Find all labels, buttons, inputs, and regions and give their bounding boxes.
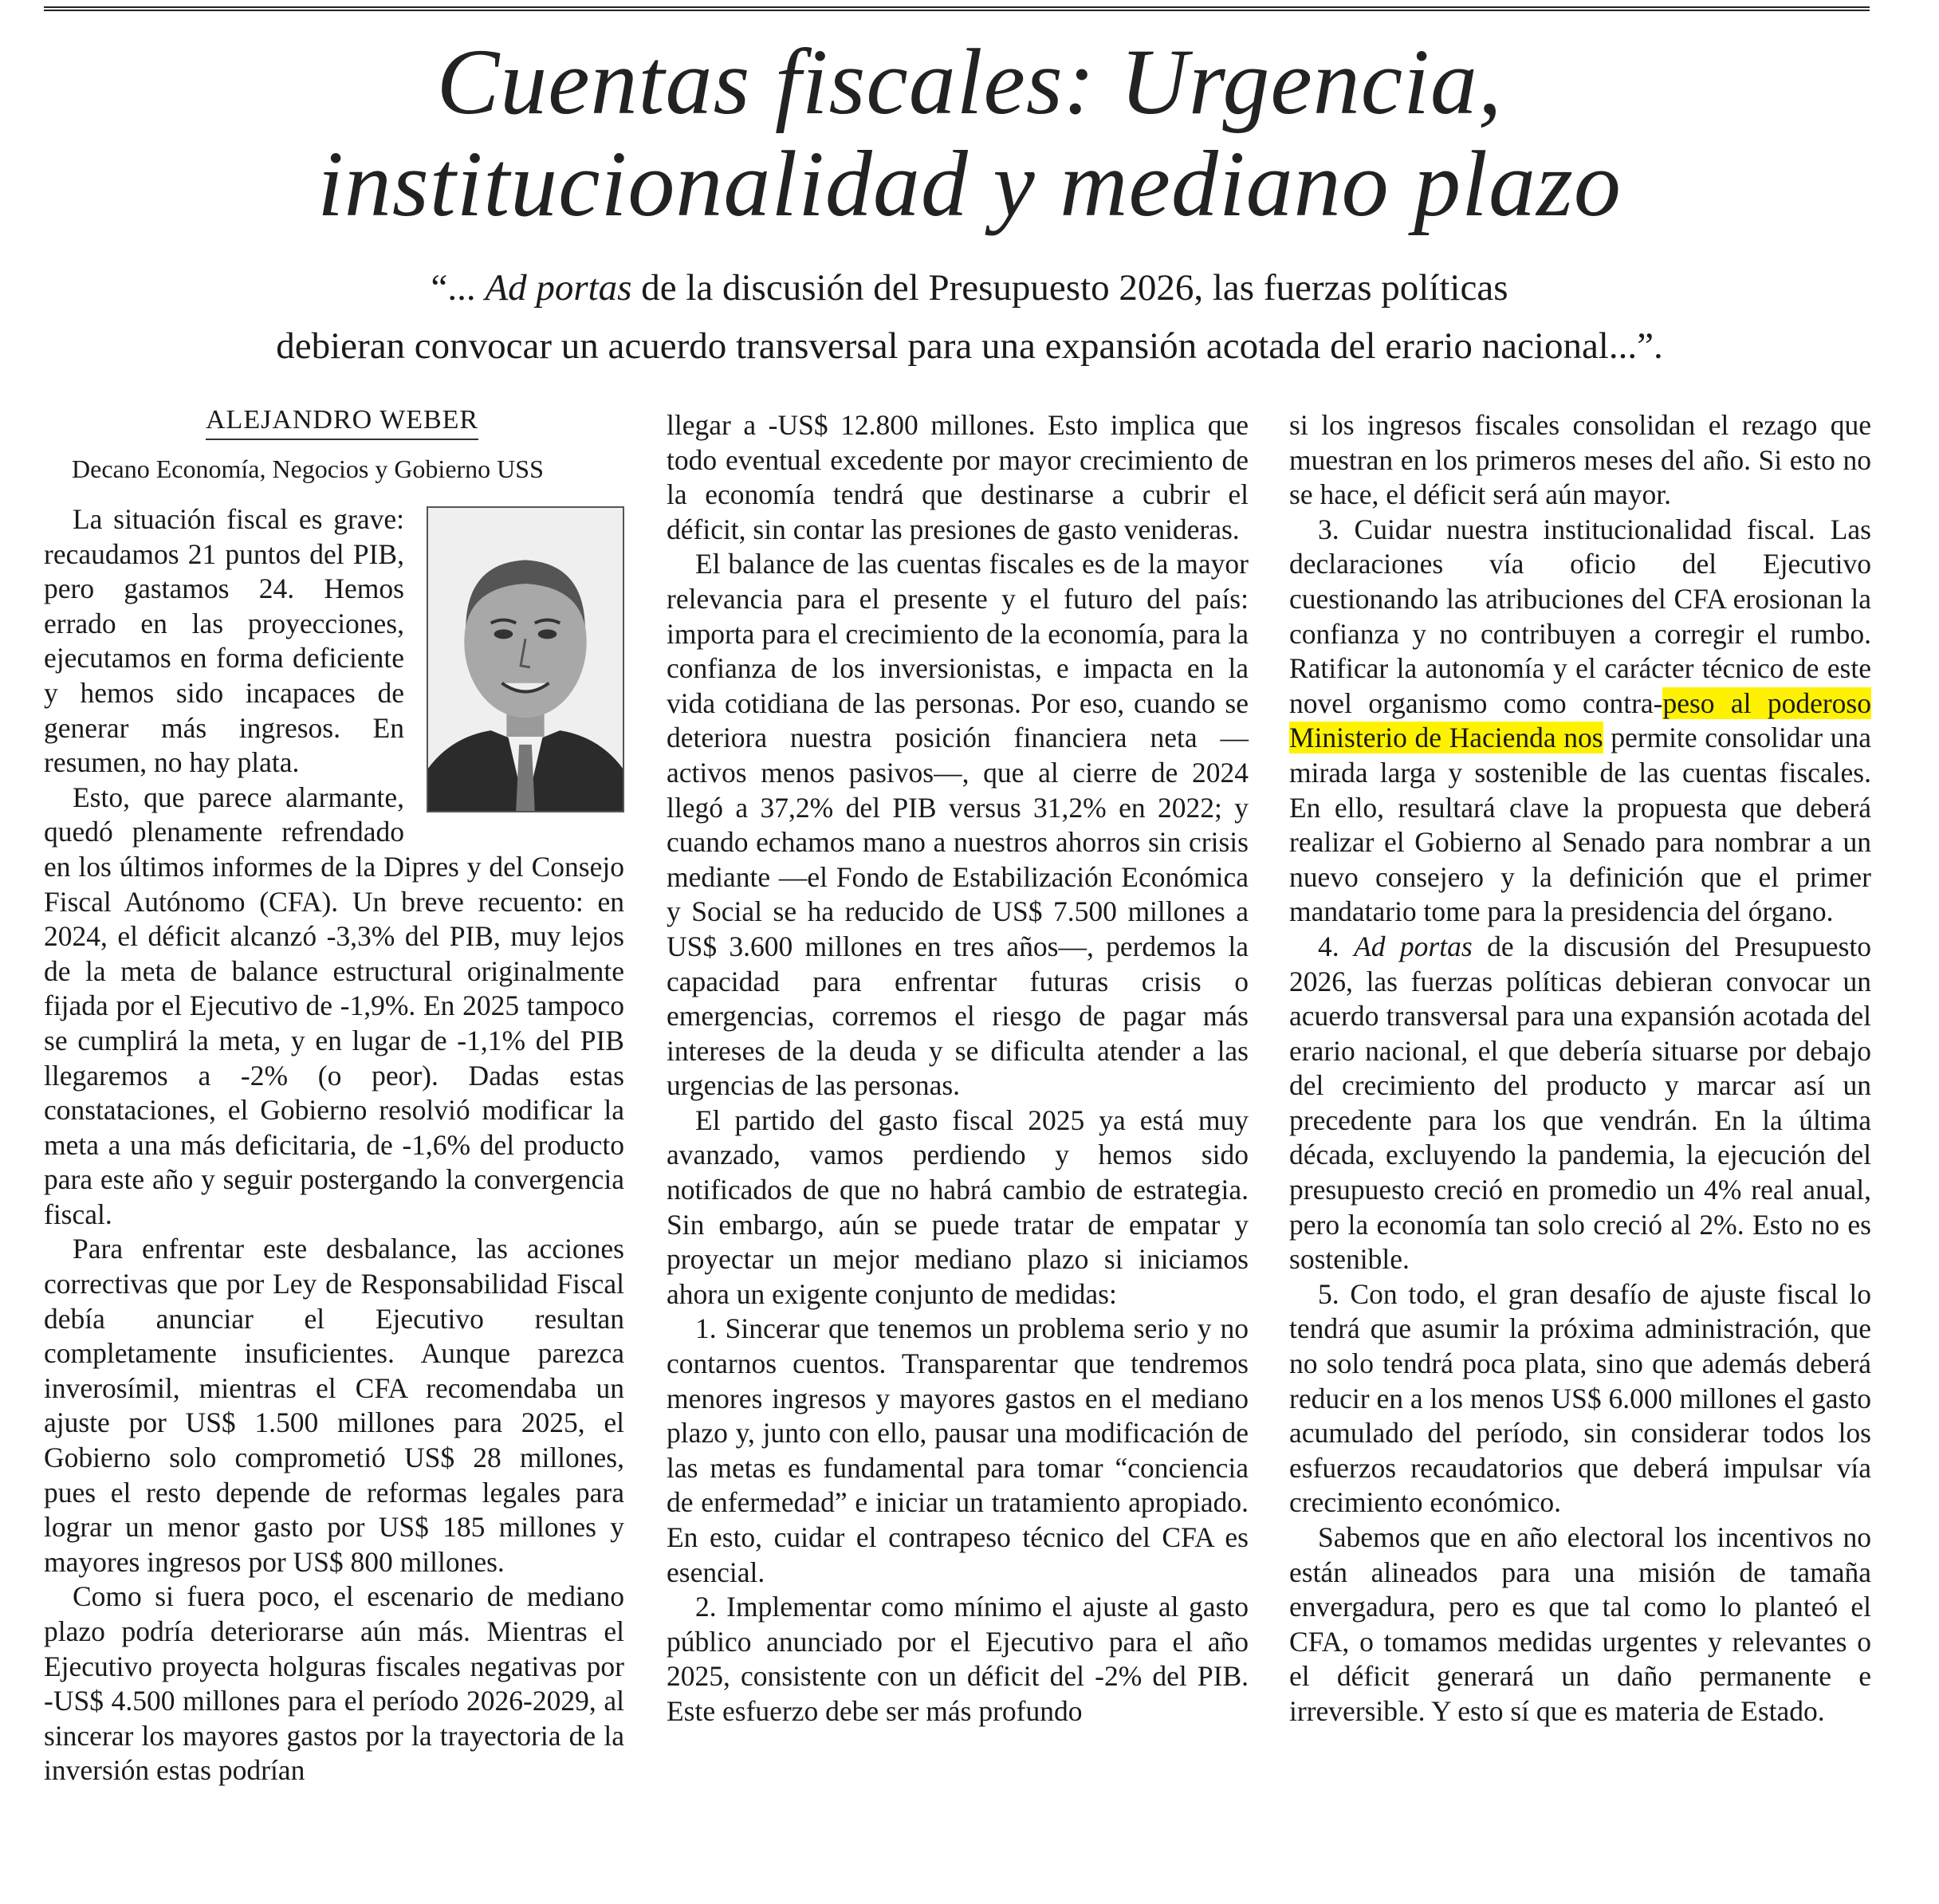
- paragraph: 1. Sincerar que tenemos un problema serio y no contarnos cuentos. Transparentar que tendremos menores ingresos y mayores gastos en el mediano plazo y, junto con ello, pausar una modificación de las metas es fundamental para tomar “conciencia de enfermedad” e iniciar un tratamiento apropiado. En esto, cuidar el contrapeso técnico del CFA es esencial.: [667, 1312, 1249, 1588]
- pull-quote-line-2: debieran convocar un acuerdo transversal para una expansión acotada del erario nacional...”.: [276, 325, 1663, 367]
- highlighted-text: peso al poderoso Ministerio de Hacienda nos: [1289, 686, 1871, 754]
- paragraph-text: de la discusión del Presupuesto 2026, las fuerzas políticas debieran convocar un acuerdo transversal para una expansión acotada del erario nacional, el que debería situarse por debajo del crecimiento del producto y marcar así un precedente para los que vendrán. En la última década, excluyendo la pandemia, la ejecución del presupuesto creció en promedio un 4% real anual, pero la economía tan solo creció al 2%. Esto no es sostenible.: [1289, 930, 1871, 1276]
- top-rule: [44, 6, 1870, 11]
- article-column-3: [1289, 408, 1871, 1729]
- paragraph: El balance de las cuentas fiscales es de la mayor relevancia para el presente y el futuro del país: importa para el crecimiento de la economía, para la confianza de los inversionistas, e impacta en la vida cotidiana de las personas. Por eso, cuando se deteriora nuestra posición financiera neta —activos menos pasivos—, que al cierre de 2024 llegó a 37,2% del PIB versus 31,2% en 2022; y cuando echamos mano a nuestros ahorros sin crisis mediante —el Fondo de Estabilización Económica y Social se ha reducido de US$ 7.500 millones a US$ 3.600 millones en tres años—, perdemos la capacidad para enfrentar futuras crisis o emergencias, corremos el riesgo de pagar más intereses de la deuda y se dificulta atender a las urgencias de las personas.: [667, 548, 1249, 1102]
- paragraph: 5. Con todo, el gran desafío de ajuste fiscal lo tendrá que asumir la próxima administración, que no solo tendrá poca plata, sino que además deberá reducir en a los menos US$ 6.000 millones el gasto acumulado del período, sin considerar todos los esfuerzos recaudatorios que deberá impulsar vía crecimiento económico.: [1289, 1277, 1871, 1519]
- paragraph: La situación fiscal es grave: recaudamos 21 puntos del PIB, pero gastamos 24. Hemos errado en las proyecciones, ejecutamos en forma deficiente y hemos sido incapaces de generar más ingresos. En resumen, no hay plata.: [44, 503, 404, 779]
- headline-line-2: institucionalidad y mediano plazo: [317, 132, 1622, 236]
- paragraph: Como si fuera poco, el escenario de mediano plazo podría deteriorarse aún más. Mientras el Ejecutivo proyecta holguras fiscales negativas por -US$ 4.500 millones para el período 2026-2029, al sincerar los mayores gastos por la trayectoria de la inversión estas podrían: [44, 1580, 624, 1787]
- quote-italic: Ad portas: [485, 267, 632, 309]
- quote-open: “...: [431, 267, 486, 309]
- paragraph: 2. Implementar como mínimo el ajuste al gasto público anunciado por el Ejecutivo para el año 2025, consistente con un déficit del -2% del PIB. Este esfuerzo debe ser más profundo: [667, 1591, 1249, 1727]
- italic-text: Ad portas: [1354, 930, 1473, 962]
- author-role: Decano Economía, Negocios y Gobierno USS: [72, 454, 544, 483]
- paragraph: llegar a -US$ 12.800 millones. Esto implica que todo eventual excedente por mayor crecimiento de la economía tendrá que destinarse a cubrir el déficit, sin contar las presiones de gasto venideras.: [667, 409, 1249, 545]
- author-photo: [427, 506, 624, 812]
- author-portrait-image: [428, 508, 623, 811]
- paragraph: si los ingresos fiscales consolidan el rezago que muestran en los primeros meses del año. Si esto no se hace, el déficit será aún mayor.: [1289, 409, 1871, 511]
- headline-line-1: Cuentas fiscales: Urgencia,: [436, 30, 1503, 134]
- paragraph-text: 3. Cuidar nuestra institucionalidad fiscal. Las declaraciones vía oficio del Ejecutivo cuestionando las atribuciones del CFA erosionan la confianza y no contribuyen a corregir el rumbo. Ratificar la autonomía y el carácter técnico de este novel organismo como contra-: [1289, 513, 1871, 719]
- paragraph: Esto, que parece alarmante, quedó plenamente refrendado en los últimos informes de la Dipres y del Consejo Fiscal Autónomo (CFA). Un breve recuento: en 2024, el déficit alcanzó -3,3% del PIB, muy lejos de la meta de balance estructural originalmente fijada por el Ejecutivo de -1,9%. En 2025 tampoco se cumplirá la meta, y en lugar de -1,1% del PIB llegaremos a -2% (o peor). Dadas estas constataciones, el Gobierno resolvió modificar la meta a una más deficitaria, de -1,6% del producto para este año y seguir postergando la convergencia fiscal.: [44, 781, 624, 1230]
- quote-text: de la discusión del Presupuesto 2026, las fuerzas políticas: [631, 267, 1508, 309]
- paragraph: Para enfrentar este desbalance, las acciones correctivas que por Ley de Responsabilidad Fiscal debía anunciar el Ejecutivo resultan completamente insuficientes. Aunque parezca inverosímil, mientras el CFA recomendaba un ajuste por US$ 1.500 millones para 2025, el Gobierno solo comprometió US$ 28 millones, pues el resto depende de reformas legales para lograr un menor gasto por US$ 185 millones y mayores ingresos por US$ 800 millones.: [44, 1233, 624, 1578]
- article-column-1: [44, 502, 624, 1788]
- pull-quote-line-1: [0, 259, 1939, 317]
- paragraph: El partido del gasto fiscal 2025 ya está muy avanzado, vamos perdiendo y hemos sido notificados de que no habrá cambio de estrategia. Sin embargo, aún se puede tratar de empatar y proyectar un mejor mediano plazo si iniciamos ahora un exigente conjunto de medidas:: [667, 1103, 1249, 1310]
- paragraph-text: permite consolidar una mirada larga y sostenible de las cuentas fiscales. En ello, resultará clave la propuesta que deberá realizar el Gobierno al Senado para nombrar a un nuevo consejero y la definición que el primer mandatario tome para la presidencia del órgano.: [1289, 722, 1872, 928]
- paragraph: Sabemos que en año electoral los incentivos no están alineados para una misión de tamaña envergadura, pero es que tal como lo planteó el CFA, o tomamos medidas urgentes y relevantes o el déficit generará un daño permanente e irreversible. Y esto sí que es materia de Estado.: [1289, 1521, 1871, 1727]
- article-column-2: [667, 408, 1249, 1729]
- paragraph-text: 4.: [1318, 930, 1355, 962]
- paragraph: [1289, 513, 1871, 930]
- paragraph: [1289, 930, 1871, 1277]
- author-name: ALEJANDRO WEBER: [206, 403, 478, 440]
